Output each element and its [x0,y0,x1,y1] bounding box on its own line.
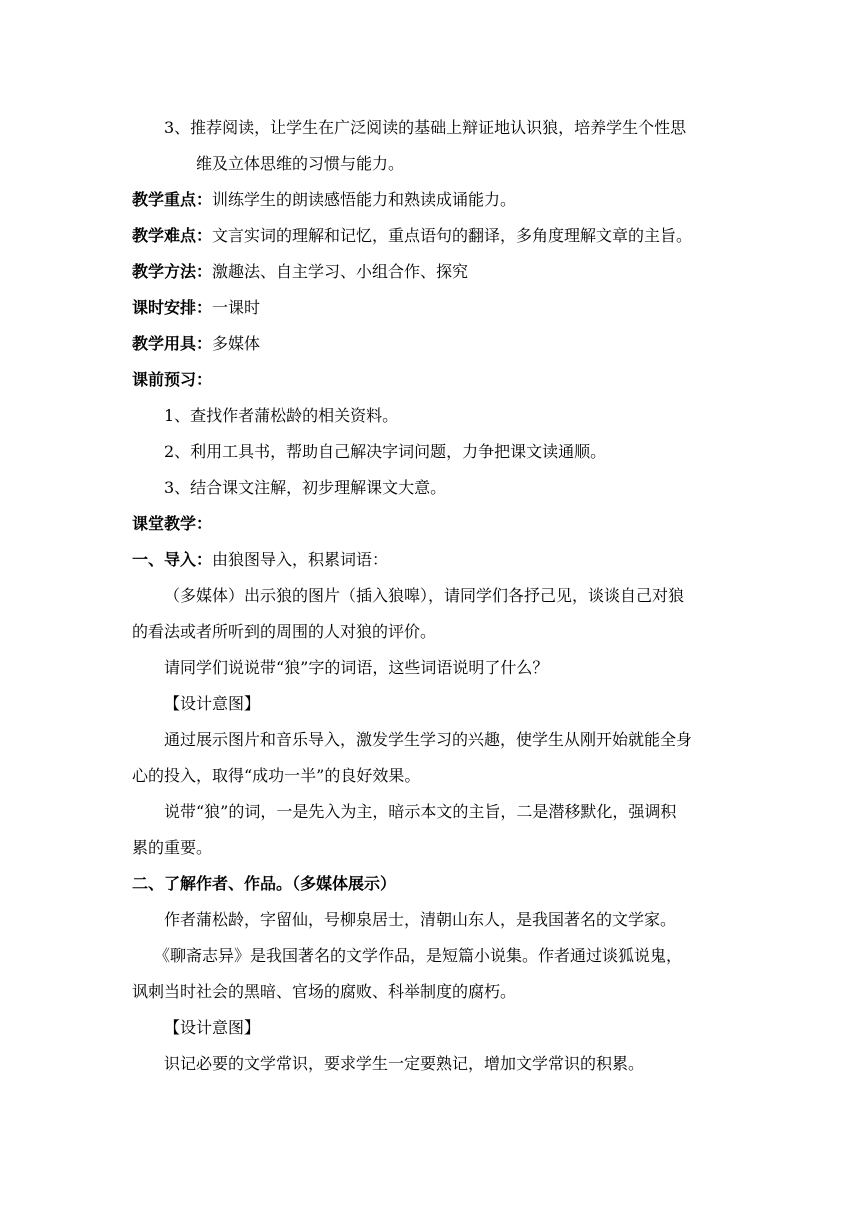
key-points [132,182,732,218]
section2-heading: 二、了解作者、作品。（多媒体展示） [132,874,397,893]
section1-para1-line2: 的看法或者所听到的周围的人对狼的评价。 [132,622,437,641]
preview-item-2: 2、利用工具书，帮助自己解决字词问题，力争把课文读通顺。 [164,442,607,461]
difficulties-label: 教学难点： [132,226,213,245]
section1-design2-line1: 说带“狼”的词，一是先入为主，暗示本文的主旨，二是潜移默化，强调积 [164,802,677,821]
section2-design1: 识记必要的文学常识，要求学生一定要熟记，增加文学常识的积累。 [164,1054,645,1073]
section1-design2-line2: 累的重要。 [132,838,213,857]
section1-heading [132,542,732,578]
section1-design1-line2: 心的投入，取得“成功一半”的良好效果。 [132,766,421,785]
section1-design1-line1: 通过展示图片和音乐导入，激发学生学习的兴趣，使学生从刚开始就能全身 [164,730,693,749]
schedule [132,290,732,326]
methods [132,254,732,290]
section1-heading-rest: 由狼图导入，积累词语： [212,550,389,569]
section1-para1-line1: （多媒体）出示狼的图片（插入狼嗥），请同学们各抒己见，谈谈自己对狼 [164,586,685,605]
tools-label: 教学用具： [132,334,213,353]
section1-heading-bold: 一、导入： [132,550,213,569]
section1-design-label: 【设计意图】 [164,694,261,713]
methods-text: 激趣法、自主学习、小组合作、探究 [212,262,469,281]
schedule-text: 一课时 [212,298,261,317]
objective-item-3-line2: 维及立体思维的习惯与能力。 [196,154,405,173]
key-points-text: 训练学生的朗读感悟能力和熟读成诵能力。 [212,190,517,209]
preview-item-1: 1、查找作者蒲松龄的相关资料。 [164,406,399,425]
section2-para2-line2: 讽刺当时社会的黑暗、官场的腐败、科举制度的腐朽。 [132,982,517,1001]
section2-para1: 作者蒲松龄，字留仙，号柳泉居士，清朝山东人，是我国著名的文学家。 [164,910,677,929]
difficulties-text: 文言实词的理解和记忆，重点语句的翻译，多角度理解文章的主旨。 [212,226,693,245]
document-page [132,110,732,1082]
tools [132,326,732,362]
methods-label: 教学方法： [132,262,213,281]
preview-item-3: 3、结合课文注解，初步理解课文大意。 [164,478,447,497]
tools-text: 多媒体 [212,334,261,353]
difficulties [132,218,732,254]
section2-para2-line1: 《聊斋志异》是我国著名的文学作品，是短篇小说集。作者通过谈狐说鬼， [154,946,683,965]
section1-para2: 请同学们说说带“狼”字的词语，这些词语说明了什么？ [164,658,549,677]
key-points-label: 教学重点： [132,190,213,209]
preview-label: 课前预习： [132,370,213,389]
section2-design-label: 【设计意图】 [164,1018,261,1037]
objective-item-3-line1: 3、推荐阅读，让学生在广泛阅读的基础上辩证地认识狼，培养学生个性思 [164,118,687,137]
schedule-label: 课时安排： [132,298,213,317]
classroom-label: 课堂教学： [132,514,213,533]
